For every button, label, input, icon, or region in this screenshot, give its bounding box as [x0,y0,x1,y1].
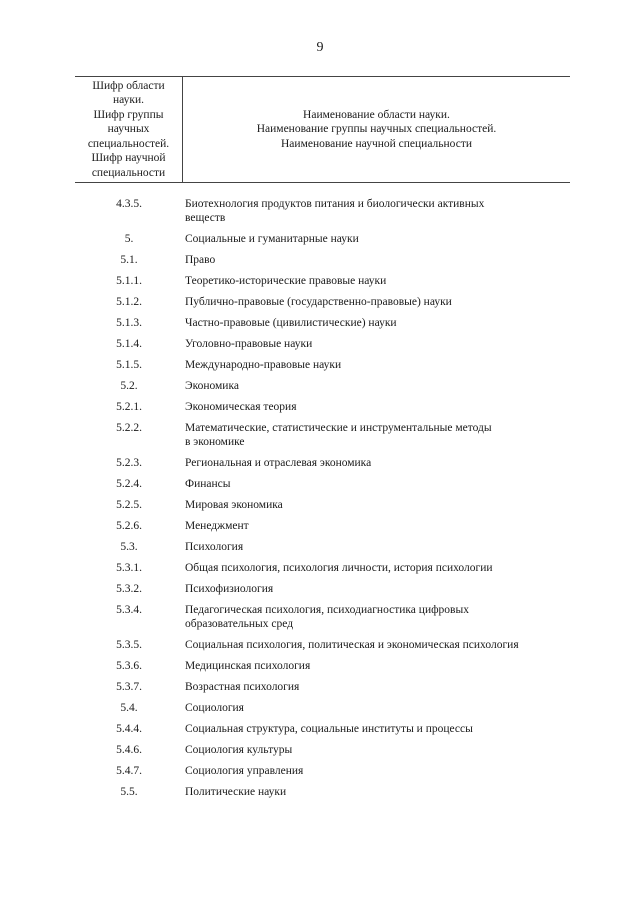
specialty-name [185,197,565,225]
specialty-code: 5.2.1. [116,401,142,413]
header-code-line: специальности [91,166,166,179]
specialty-name [185,722,565,736]
specialty-code: 5.4.7. [116,765,142,777]
specialty-name-line: веществ [185,212,226,224]
table-row [75,701,575,715]
specialty-name [185,400,565,414]
header-code-line: Шифр научной [91,152,166,165]
specialty-code: 5.4.6. [116,744,142,756]
header-name-line: Наименование области науки. [303,108,450,121]
specialty-code: 5.3.4. [116,604,142,616]
specialty-name-line: Уголовно-правовые науки [185,338,313,350]
specialty-code: 5.4.4. [116,723,142,735]
specialty-name-line: Теоретико-исторические правовые науки [185,275,387,287]
specialty-name [185,337,565,351]
specialty-name-line: Социология [185,702,244,714]
specialty-name [185,274,565,288]
specialty-name-line: Экономика [185,380,239,392]
specialty-name [185,477,565,491]
specialty-name-line: Возрастная психология [185,681,300,693]
table-header [75,76,570,183]
specialty-list [75,197,575,806]
table-row [75,379,575,393]
specialty-name-line: Социальная психология, политическая и экономическая психология [185,639,519,651]
specialty-name [185,659,565,673]
specialty-code: 5.2.3. [116,457,142,469]
specialty-name [185,316,565,330]
specialty-name-line: Педагогическая психология, психодиагностика цифровых [185,604,469,616]
specialty-name-line: в экономике [185,436,245,448]
specialty-name-line: Общая психология, психология личности, история психологии [185,562,493,574]
specialty-name-line: Медицинская психология [185,660,311,672]
table-row [75,274,575,288]
specialty-name-line: Социология культуры [185,744,293,756]
specialty-name [185,638,565,652]
header-code-line: науки. [112,94,145,107]
table-row [75,316,575,330]
specialty-code: 5.2.6. [116,520,142,532]
specialty-code: 5.1.4. [116,338,142,350]
table-row [75,232,575,246]
table-row [75,295,575,309]
header-code-line: Шифр области [92,80,165,93]
specialty-code: 5.3.5. [116,639,142,651]
specialty-name-line: образовательных сред [185,618,294,630]
table-row [75,197,575,225]
table-row [75,540,575,554]
specialty-code: 5.2.4. [116,478,142,490]
specialty-name-line: Биотехнология продуктов питания и биологически активных [185,198,485,210]
header-code-line: специальностей. [87,137,170,150]
specialty-code: 5.3. [120,541,138,553]
header-code-column [75,77,183,182]
header-name-column [183,77,570,182]
specialty-name [185,253,565,267]
specialty-name [185,540,565,554]
table-row [75,582,575,596]
specialty-name [185,232,565,246]
specialty-name-line: Публично-правовые (государственно-правовые) науки [185,296,452,308]
specialty-code: 5.5. [120,786,138,798]
specialty-name [185,582,565,596]
specialty-code: 5.3.6. [116,660,142,672]
specialty-name [185,421,565,449]
specialty-name-line: Психофизиология [185,583,274,595]
specialty-name-line: Социология управления [185,765,304,777]
specialty-name [185,519,565,533]
specialty-name-line: Региональная и отраслевая экономика [185,457,372,469]
table-row [75,253,575,267]
specialty-code: 5.1.1. [116,275,142,287]
specialty-name-line: Частно-правовые (цивилистические) науки [185,317,397,329]
specialty-code: 5.1.5. [116,359,142,371]
specialty-name-line: Политические науки [185,786,287,798]
table-row [75,638,575,652]
header-code-line: научных [107,123,150,136]
specialty-name-line: Финансы [185,478,231,490]
specialty-code: 5.2.2. [116,422,142,434]
table-row [75,477,575,491]
table-row [75,421,575,449]
header-name-line: Наименование научной специальности [281,137,472,150]
specialty-name-line: Право [185,254,216,266]
specialty-code: 5.1.2. [116,296,142,308]
specialty-name-line: Социальные и гуманитарные науки [185,233,359,245]
specialty-code: 5.2.5. [116,499,142,511]
table-row [75,498,575,512]
specialty-name-line: Психология [185,541,244,553]
specialty-name-line: Мировая экономика [185,499,283,511]
specialty-name [185,743,565,757]
table-row [75,358,575,372]
specialty-code: 5.1. [120,254,138,266]
specialty-code: 5.1.3. [116,317,142,329]
specialty-code: 5.3.2. [116,583,142,595]
table-row [75,680,575,694]
specialty-code: 5.3.7. [116,681,142,693]
specialty-name-line: Математические, статистические и инструментальные методы [185,422,492,434]
specialty-code: 5.4. [120,702,138,714]
specialty-name [185,603,565,631]
table-row [75,743,575,757]
header-name-line: Наименование группы научных специальностей. [256,123,497,136]
table-row [75,764,575,778]
specialty-code: 4.3.5. [116,198,142,210]
specialty-code: 5. [124,233,134,245]
specialty-name [185,561,565,575]
table-row [75,722,575,736]
specialty-name [185,785,565,799]
specialty-name [185,358,565,372]
specialty-code: 5.3.1. [116,562,142,574]
table-row [75,400,575,414]
specialty-name-line: Менеджмент [185,520,249,532]
table-row [75,603,575,631]
page-number: 9 [316,40,324,55]
specialty-name [185,680,565,694]
table-row [75,659,575,673]
specialty-name [185,701,565,715]
specialty-code: 5.2. [120,380,138,392]
specialty-name [185,764,565,778]
specialty-name-line: Международно-правовые науки [185,359,342,371]
specialty-name [185,456,565,470]
specialty-name-line: Экономическая теория [185,401,297,413]
specialty-name [185,295,565,309]
table-row [75,561,575,575]
specialty-name [185,498,565,512]
header-code-line: Шифр группы [93,108,164,121]
table-row [75,519,575,533]
specialty-name [185,379,565,393]
specialty-name-line: Социальная структура, социальные институты и процессы [185,723,473,735]
table-row [75,456,575,470]
table-row [75,785,575,799]
table-row [75,337,575,351]
